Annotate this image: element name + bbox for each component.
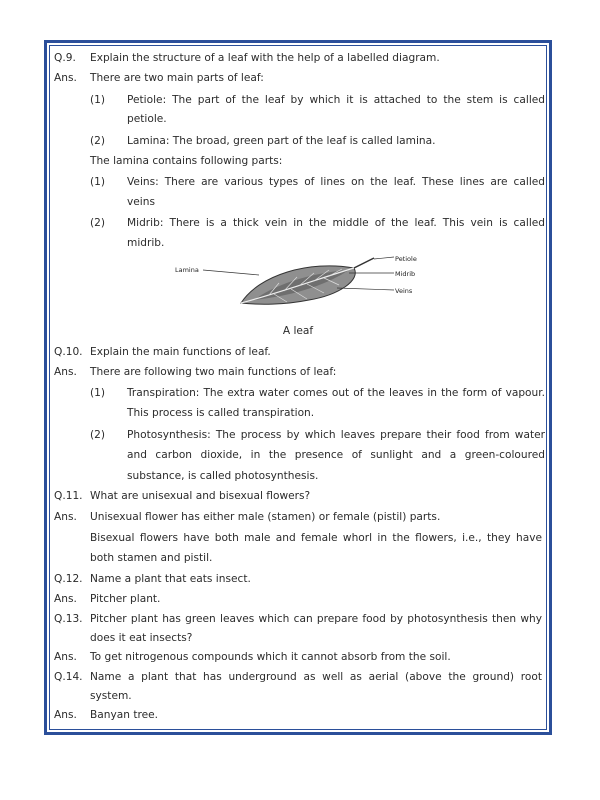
- q13-answer: To get nitrogenous compounds which it cannot absorb from the soil.: [90, 651, 451, 663]
- q14-label: Q.14.: [54, 671, 83, 683]
- q9-part-1-line1: Petiole: The part of the leaf by which it is attached to the stem is called: [127, 94, 545, 106]
- q13-question-2: does it eat insects?: [90, 632, 193, 644]
- q11-answer-3: both stamen and pistil.: [90, 552, 213, 564]
- q10-item-2-line2: and carbon dioxide, in the presence of sunlight and a green-coloured: [127, 449, 545, 461]
- q11-answer-1: Unisexual flower has either male (stamen) or female (pistil) parts.: [90, 511, 441, 523]
- q10-item-1-line2: This process is called transpiration.: [127, 407, 315, 419]
- q10-question: Explain the main functions of leaf.: [90, 346, 271, 358]
- q9-lamina-part-1-line1: Veins: There are various types of lines on the leaf. These lines are called: [127, 176, 545, 188]
- q10-item-2-line1: Photosynthesis: The process by which leaves prepare their food from water: [127, 429, 545, 441]
- q10-item-1-num: (1): [90, 387, 106, 399]
- q13-label: Q.13.: [54, 613, 83, 625]
- label-lamina: Lamina: [175, 266, 199, 274]
- q14-question-2: system.: [90, 690, 132, 702]
- q9-lamina-intro: The lamina contains following parts:: [90, 155, 283, 167]
- q9-lamina-part-1-line2: veins: [127, 196, 155, 208]
- leaf-diagram: [175, 255, 429, 315]
- q9-part-1-num: (1): [90, 94, 106, 106]
- q13-ans-label: Ans.: [54, 651, 77, 663]
- leaf-caption: A leaf: [282, 325, 314, 337]
- q10-item-2-line3: substance, is called photosynthesis.: [127, 470, 319, 482]
- q10-ans-intro: There are following two main functions of leaf:: [90, 366, 337, 378]
- label-midrib: Midrib: [395, 270, 416, 278]
- q12-answer: Pitcher plant.: [90, 593, 161, 605]
- q10-item-1-line1: Transpiration: The extra water comes out of the leaves in the form of vapour.: [127, 387, 545, 399]
- q11-ans-label: Ans.: [54, 511, 77, 523]
- q12-question: Name a plant that eats insect.: [90, 573, 251, 585]
- q9-ans-intro: There are two main parts of leaf:: [90, 72, 264, 84]
- q11-label: Q.11.: [54, 490, 83, 502]
- label-veins: Veins: [395, 287, 413, 295]
- q9-ans-label: Ans.: [54, 72, 77, 84]
- q9-question: Explain the structure of a leaf with the help of a labelled diagram.: [90, 52, 440, 64]
- q14-question-1: Name a plant that has underground as well as aerial (above the ground) root: [90, 671, 542, 683]
- q10-item-2-num: (2): [90, 429, 106, 441]
- q13-question-1: Pitcher plant has green leaves which can prepare food by photosynthesis then why: [90, 613, 542, 625]
- q14-ans-label: Ans.: [54, 709, 77, 721]
- q10-ans-label: Ans.: [54, 366, 77, 378]
- q12-ans-label: Ans.: [54, 593, 77, 605]
- q9-lamina-part-2-line1: Midrib: There is a thick vein in the middle of the leaf. This vein is called: [127, 217, 545, 229]
- q12-label: Q.12.: [54, 573, 83, 585]
- q9-part-2-num: (2): [90, 135, 106, 147]
- q10-label: Q.10.: [54, 346, 83, 358]
- q11-question: What are unisexual and bisexual flowers?: [90, 490, 311, 502]
- q9-lamina-part-1-num: (1): [90, 176, 106, 188]
- q9-lamina-part-2-line2: midrib.: [127, 237, 165, 249]
- q14-answer: Banyan tree.: [90, 709, 158, 721]
- q9-part-1-line2: petiole.: [127, 113, 167, 125]
- q9-lamina-part-2-num: (2): [90, 217, 106, 229]
- label-petiole: Petiole: [395, 255, 417, 263]
- q11-answer-2: Bisexual flowers have both male and female whorl in the flowers, i.e., they have: [90, 532, 542, 544]
- q9-part-2-line1: Lamina: The broad, green part of the leaf is called lamina.: [127, 135, 436, 147]
- leaf-petiole-shape: [354, 258, 374, 268]
- q9-label: Q.9.: [54, 52, 76, 64]
